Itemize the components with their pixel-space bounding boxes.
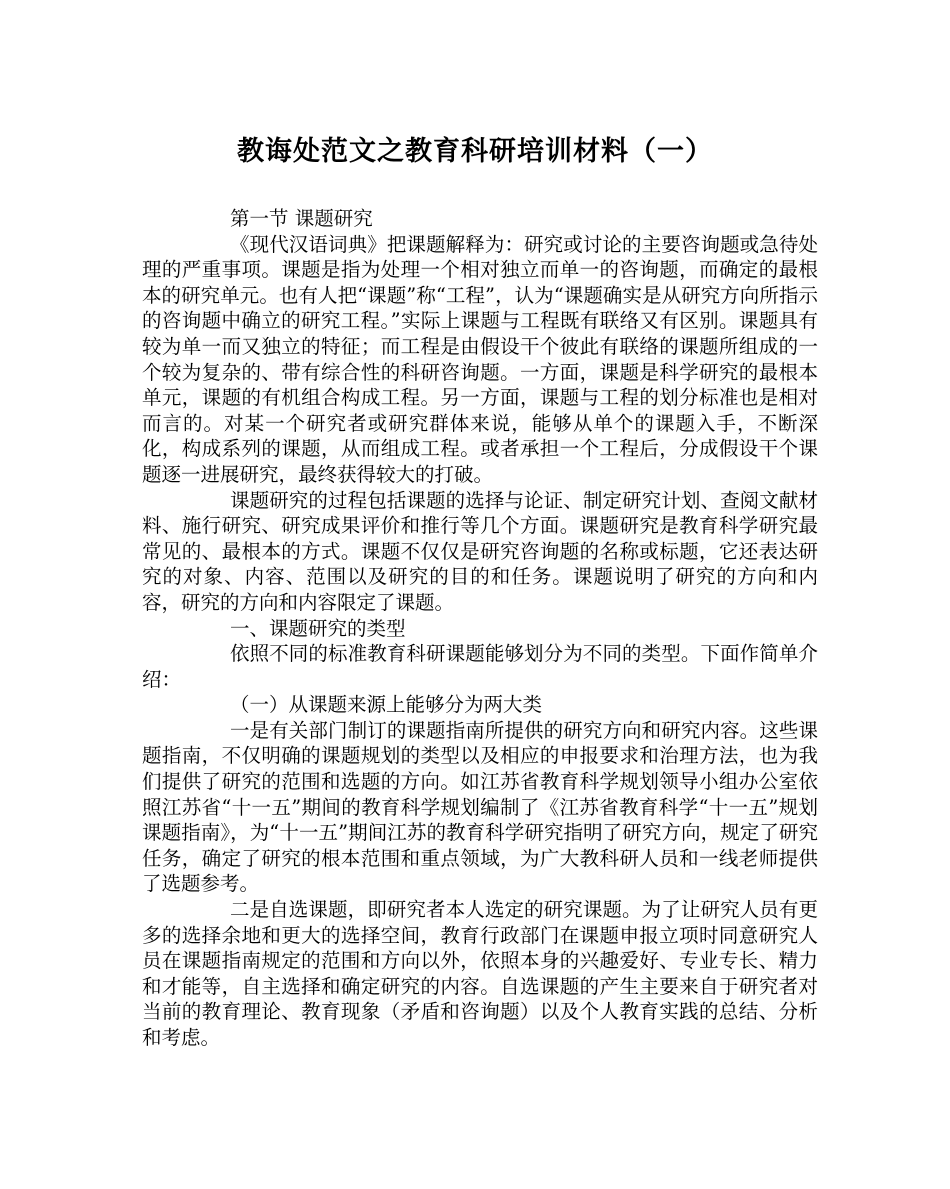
document-title: 教诲处范文之教育科研培训材料（一） [237,136,713,167]
subsection-heading: 一、课题研究的类型 [230,616,406,640]
section-heading: 第一节 课题研究 [230,207,373,230]
subsection-heading: （一）从课题来源上能够分为两大类 [230,693,543,717]
body-paragraph: 依照不同的标准教育科研课题能够划分为不同的类型。下面作简单介绍： [142,642,818,691]
body-paragraph: 课题研究的过程包括课题的选择与论证、制定研究计划、查阅文献材料、施行研究、研究成果评价和推行等几个方面。课题研究是教育科学研究最常见的、最根本的方式。课题不仅仅是研究咨询题的名称或标题，它还表达研究的对象、内容、范围以及研究的目的和任务。课题说明了研究的方向和内容，研究的方向和内容限定了课题。 [142,488,818,614]
document-body [142,206,818,1051]
body-paragraph: 二是自选课题，即研究者本人选定的研究课题。为了让研究人员有更多的选择余地和更大的选择空间，教育行政部门在课题申报立项时同意研究人员在课题指南规定的范围和方向以外，依照本身的兴趣爱好、专业专长、精力和才能等，自主选择和确定研究的内容。自选课题的产生主要来自于研究者对当前的教育理论、教育现象（矛盾和咨询题）以及个人教育实践的总结、分析和考虑。 [142,898,818,1049]
body-paragraph: 《现代汉语词典》把课题解释为：研究或讨论的主要咨询题或急待处理的严重事项。课题是指为处理一个相对独立而单一的咨询题，而确定的最根本的研究单元。也有人把“课题”称“工程”，认为“课题确实是从研究方向所指示的咨询题中确立的研究工程。”实际上课题与工程既有联络又有区别。课题具有较为单一而又独立的特征；而工程是由假设干个彼此有联络的课题所组成的一个较为复杂的、带有综合性的科研咨询题。一方面，课题是科学研究的最根本单元，课题的有机组合构成工程。另一方面，课题与工程的划分标准也是相对而言的。对某一个研究者或研究群体来说，能够从单个的课题入手，不断深化，构成系列的课题，从而组成工程。或者承担一个工程后，分成假设干个课题逐一进展研究，最终获得较大的打破。 [142,232,818,486]
body-paragraph: 一是有关部门制订的课题指南所提供的研究方向和研究内容。这些课题指南，不仅明确的课题规划的类型以及相应的申报要求和治理方法，也为我们提供了研究的范围和选题的方向。如江苏省教育科学规划领导小组办公室依照江苏省“十一五”期间的教育科学规划编制了《江苏省教育科学“十一五”规划课题指南》，为“十一五”期间江苏的教育科学研究指明了研究方向，规定了研究任务，确定了研究的根本范围和重点领域，为广大教科研人员和一线老师提供了选题参考。 [142,718,818,896]
